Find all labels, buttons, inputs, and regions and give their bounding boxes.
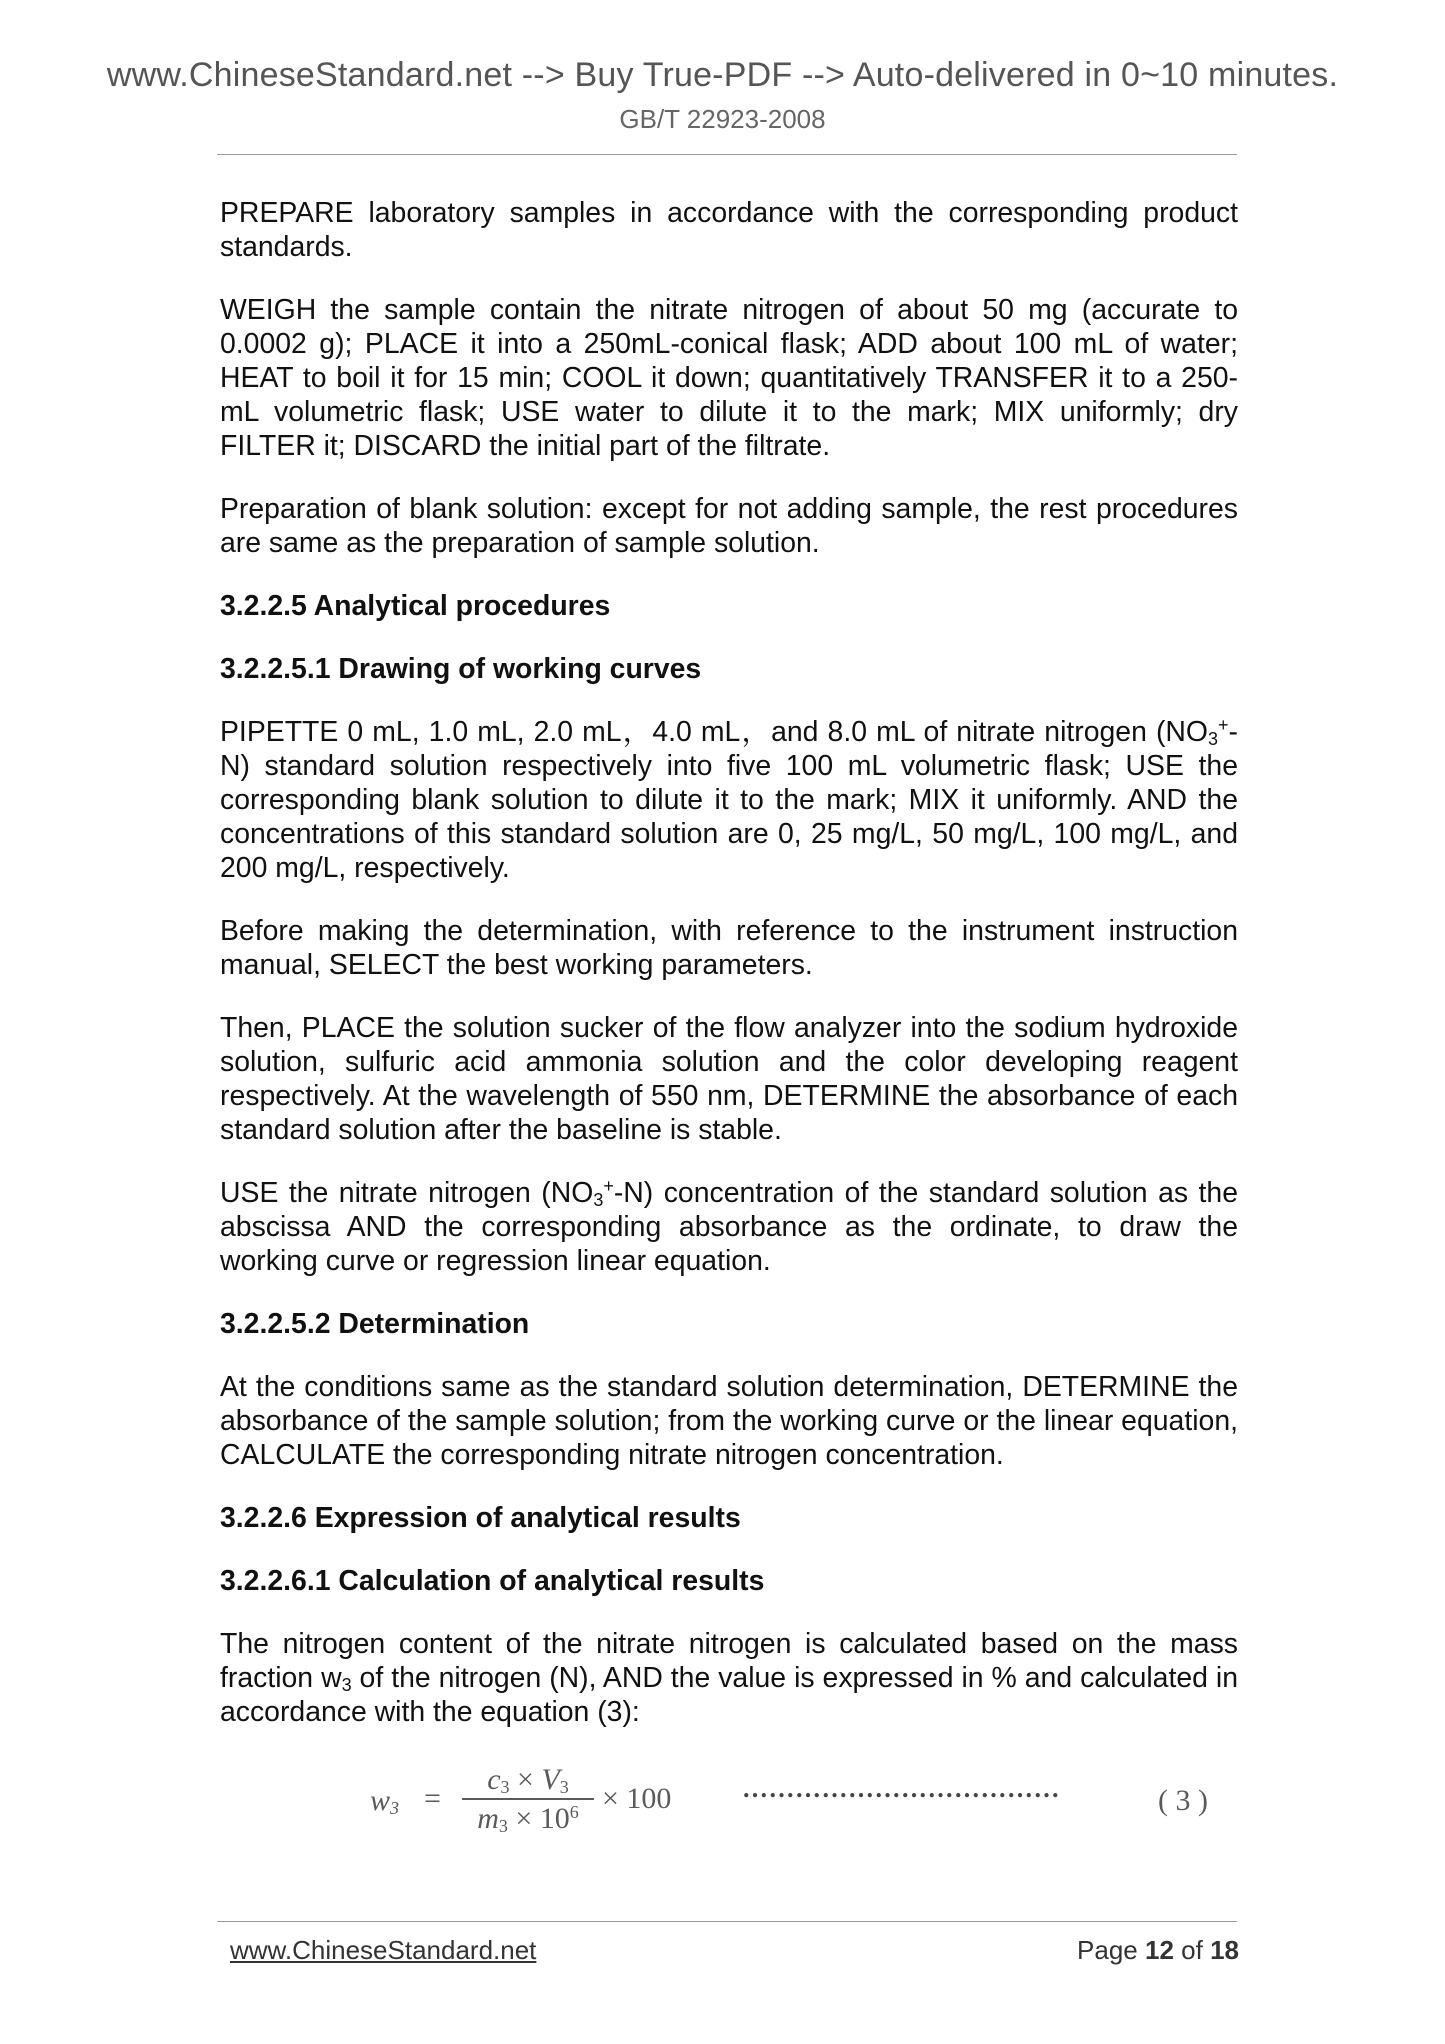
equation-multiplier: × 100 <box>602 1782 672 1815</box>
current-page: 12 <box>1145 1935 1174 1965</box>
paragraph-weigh-sample: WEIGH the sample contain the nitrate nitrogen of about 50 mg (accurate to 0.0002 g); PLACE it into a 250mL-conical flask; ADD about 100 mL of water; HEAT to boil it for 15 min; COOL it down; quantitatively TRANSFER it to a 250-mL volumetric flask; USE water to dilute it to the mark; MIX uniformly; dry FILTER it; DISCARD the initial part of the filtrate. <box>220 294 1238 462</box>
nitrogen-subscript: 3 <box>341 1675 352 1695</box>
nitrogen-text-end: of the nitrogen (N), AND the value is expressed in % and calculated in accordance with the equation (3): <box>220 1662 1238 1728</box>
page-indicator: Page 12 of 18 <box>1077 1935 1239 1965</box>
footer-divider <box>217 1921 1237 1922</box>
equation-lhs: $w_3$ <box>370 1784 400 1818</box>
paragraph-prepare-samples: PREPARE laboratory samples in accordance with the corresponding product standards. <box>220 197 1238 263</box>
standard-code: GB/T 22923-2008 <box>619 104 826 134</box>
equation-number: ( 3 ) <box>1158 1784 1208 1817</box>
equation-fraction <box>462 1762 594 1836</box>
nitrogen-text-start: The nitrogen content of the nitrate nitrogen is calculated based on the mass fraction w <box>220 1628 1238 1694</box>
heading-determination: 3.2.2.5.2 Determination <box>220 1308 530 1340</box>
paragraph-flow-analyzer: Then, PLACE the solution sucker of the flow analyzer into the sodium hydroxide solution, sulfuric acid ammonia solution and the color developing reagent respectively. At the wavelength of 550 nm, DETERMINE the absorbance of each standard solution after the baseline is stable. <box>220 1012 1238 1146</box>
curve-subscript: 3 <box>593 1190 604 1210</box>
footer-website-link[interactable]: www.ChineseStandard.net <box>230 1935 537 1965</box>
heading-working-curves: 3.2.2.5.1 Drawing of working curves <box>220 653 702 685</box>
fraction-numerator: $c_3 \times V_3$ <box>487 1763 569 1797</box>
equation-3 <box>370 1762 1240 1842</box>
curve-superscript: + <box>603 1176 614 1196</box>
paragraph-blank-solution: Preparation of blank solution: except for not adding sample, the rest procedures are same as the preparation of sample solution. <box>220 493 1238 559</box>
heading-expression-of-results: 3.2.2.6 Expression of analytical results <box>220 1502 741 1534</box>
document-body <box>220 196 1238 1758</box>
curve-text-end: -N) concentration of the standard solution as the abscissa AND the corresponding absorbance as the ordinate, to draw the working curve or regression linear equation. <box>220 1177 1238 1277</box>
paragraph-determination: At the conditions same as the standard solution determination, DETERMINE the absorbance of the sample solution; from the working curve or the linear equation, CALCULATE the corresponding nitrate nitrogen concentration. <box>220 1371 1238 1471</box>
heading-calculation-of-results: 3.2.2.6.1 Calculation of analytical results <box>220 1565 765 1597</box>
paragraph-working-curve <box>220 1176 1238 1278</box>
equation-equals: = <box>424 1782 441 1815</box>
fraction-denominator: $m_3 \times 10^6$ <box>477 1802 579 1836</box>
header-divider <box>217 154 1237 155</box>
heading-analytical-procedures: 3.2.2.5 Analytical procedures <box>220 590 611 622</box>
equation-leader-dots: ……………………………… <box>742 1774 1060 1803</box>
pipette-text-end: -N) standard solution respectively into five 100 mL volumetric flask; USE the corresponding blank solution to dilute it to the mark; MIX it uniformly. AND the concentrations of this standard solution are 0, 25 mg/L, 50 mg/L, 100 mg/L, and 200 mg/L, respectively. <box>220 716 1238 884</box>
pipette-superscript: + <box>1218 715 1229 735</box>
pipette-subscript: 3 <box>1208 729 1219 749</box>
header-banner[interactable]: www.ChineseStandard.net --> Buy True-PDF --> Auto-delivered in 0~10 minutes. <box>106 56 1339 94</box>
paragraph-nitrogen-content <box>220 1627 1238 1729</box>
pipette-text-start: PIPETTE 0 mL, 1.0 mL, 2.0 mL，4.0 mL，and 8.0 mL of nitrate nitrogen (NO <box>220 716 1208 748</box>
total-pages: 18 <box>1210 1935 1239 1965</box>
paragraph-select-parameters: Before making the determination, with reference to the instrument instruction manual, SELECT the best working parameters. <box>220 915 1238 981</box>
curve-text-start: USE the nitrate nitrogen (NO <box>220 1177 594 1209</box>
paragraph-pipette <box>220 715 1238 885</box>
